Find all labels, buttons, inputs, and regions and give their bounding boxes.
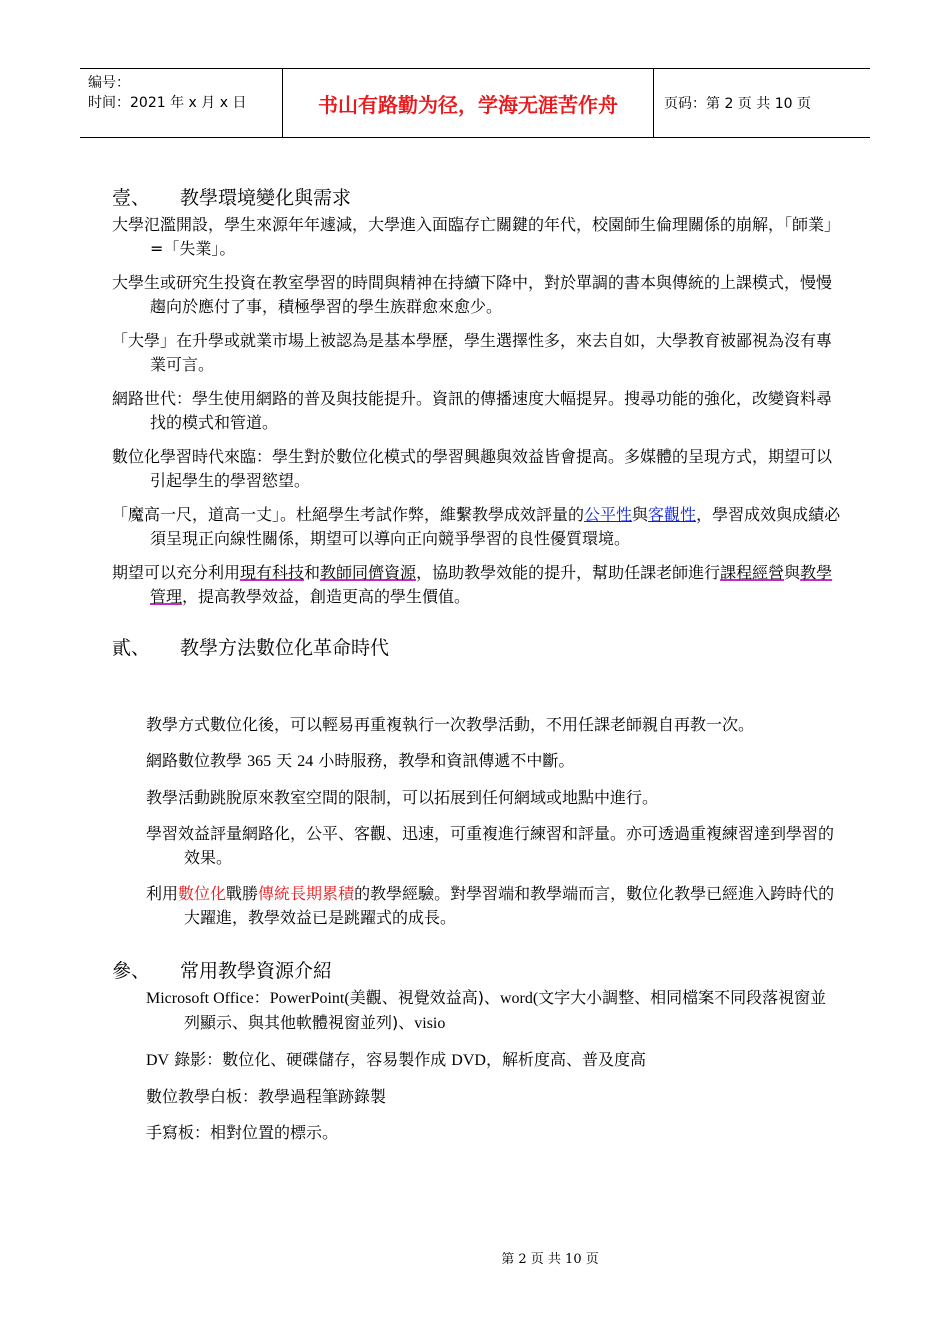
text-run: word( [499,990,539,1007]
paragraph: 網路世代：學生使用網路的普及與技能提升。資訊的傳播速度大幅提昇。搜尋功能的強化，改變資料尋找的模式和管道。 [112,389,833,432]
text-run: 小時服務，教學和資訊傳遞不中斷。 [313,751,575,770]
paragraph [112,503,842,551]
text-run: ： [253,988,270,1007]
paragraph: 大學生或研究生投資在教室學習的時間與精神在持續下降中，對於單調的書本與傳統的上課模式，慢慢趨向於應付了事，積極學習的學生族群愈來愈少。 [112,273,833,316]
section-heading: 教學方法數位化革命時代 [180,637,390,659]
section-heading: 常用教學資源介紹 [180,960,333,982]
text-run: PowerPoint( [269,990,350,1007]
text-run: 網路數位教學 [146,751,248,770]
highlighted-term: 傳統長期累積 [258,884,355,903]
header-page-info: 页码：第 2 页 共 10 页 [664,96,811,112]
page-header [80,68,870,138]
text-run: 「魔高一尺，道高一丈」。杜絕學生考試作弊，維繫教學成效評量的 [112,505,585,524]
text-run: 利用 [146,884,179,903]
paragraph: 教學方式數位化後，可以輕易再重複執行一次教學活動，不用任課老師親自再教一次。 [146,715,755,734]
section-title-3 [112,958,842,984]
text-run: DVD [451,1052,486,1069]
text-run: ，提高教學效益，創造更高的學生價值。 [182,587,471,606]
text-run: 期望可以充分利用 [112,563,241,582]
paragraph: 數位化學習時代來臨：學生對於數位化模式的學習興趣與效益皆會提高。多媒體的呈現方式，期望可以引起學生的學習慾望。 [112,447,833,490]
paragraph: 學習效益評量網路化，公平、客觀、迅速，可重複進行練習和評量。亦可透過重複練習達到學習的效果。 [146,824,835,867]
text-run: ，協助教學效能的提升，幫助任課老師進行 [416,563,721,582]
text-run: ，學習成效與成績必須呈現正向線性關係，期望可以導向正向競爭學習的良性優質環境。 [150,505,841,548]
fairness-link[interactable]: 公平性 [584,505,633,524]
section-number: 貳、 [112,637,151,659]
section-heading: 教學環境變化與需求 [180,187,352,209]
section-number: 參、 [112,960,151,982]
text-run: 美觀、視覺效益高)、 [349,988,500,1007]
text-run: 與 [632,505,649,524]
text-run: 錄影：數位化、硬碟儲存，容易製作成 [169,1050,452,1069]
code-label: 编号： [88,75,130,91]
text-run: Microsoft Office [146,990,254,1007]
text-run: 文字大小調整、相同檔案不同段落視窗並列顯示、與其他軟體視窗並列)、 [184,988,827,1032]
paragraph: 手寫板：相對位置的標示。 [146,1123,339,1142]
paragraph [112,882,842,930]
header-meta [80,69,282,137]
highlighted-term: 數位化 [178,884,227,903]
paragraph [112,1048,842,1073]
number-run: 24 [297,753,314,770]
text-run: 的教學經驗。對學習端和教學端而言，數位化教學已經進入跨時代的大躍進，教學效益已是跳躍式的成長。 [184,884,835,927]
underlined-term: 教師同儕資源 [320,563,417,582]
paragraph: 大學氾濫開設，學生來源年年遽減，大學進入面臨存亡關鍵的年代，校園師生倫理關係的崩解，「師業」=「失業」。 [112,215,841,258]
number-run: 365 [247,753,272,770]
underlined-term: 現有科技 [240,563,305,582]
text-run: 和 [304,563,321,582]
section-title-1 [112,185,842,211]
text-run: 戰勝 [226,884,259,903]
paragraph: 數位教學白板：教學過程筆跡錄製 [146,1087,387,1106]
paragraph [112,986,842,1036]
text-run: DV [146,1052,170,1069]
header-motto: 书山有路勤为径，学海无涯苦作舟 [282,69,654,137]
underlined-term: 教學管理 [150,563,833,606]
page-footer: 第 2 页 共 10 页 [501,1252,599,1267]
section-number: 壹、 [112,187,151,209]
document-body [112,185,842,1145]
text-run: 天 [271,751,298,770]
time-label: 时间：2021 年 x 月 x 日 [88,95,247,111]
paragraph: 教學活動跳脫原來教室空間的限制，可以拓展到任何網域或地點中進行。 [146,788,659,807]
objectivity-link[interactable]: 客觀性 [648,505,697,524]
underlined-term: 課程經營 [720,563,785,582]
text-run: visio [414,1015,446,1032]
paragraph [112,561,842,609]
text-run: ，解析度高、普及度高 [485,1050,646,1069]
paragraph [112,749,842,774]
paragraph: 「大學」在升學或就業市場上被認為是基本學歷，學生選擇性多，來去自如，大學教育被鄙視為沒有專業可言。 [112,331,833,374]
text-run: 與 [784,563,801,582]
section-title-2 [112,635,842,661]
